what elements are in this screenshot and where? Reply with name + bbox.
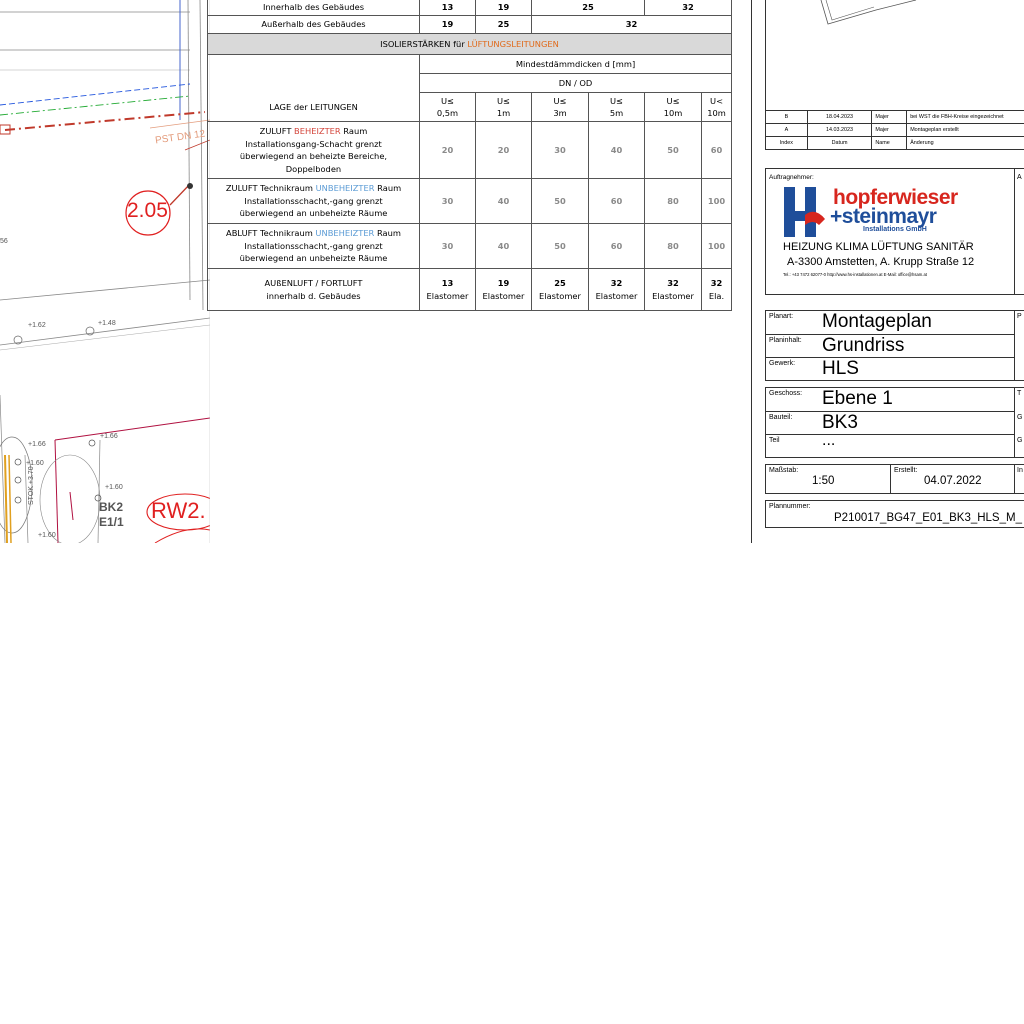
u-header: U≤ 3m [532,93,589,122]
table-cell: 30 [420,224,476,269]
table-row: B 18.04.2023 Majer bei WST die FBH-Kreise eingezeichnet [766,111,1024,124]
row-label: ZULUFT Technikraum UNBEHEIZTER Raum Installationsschacht,-gang grenzt überwiegend an unbeheizte Räume [208,179,420,224]
table-row [208,93,732,122]
sheet-border [751,0,752,543]
table-row [208,55,732,74]
dim-label: 56 [0,238,8,245]
row-label: Innerhalb des Gebäudes [208,0,420,16]
table-row [208,224,732,269]
level-label: +1.60 [26,460,44,467]
section-title: ISOLIERSTÄRKEN für LÜFTUNGSLEITUNGEN [208,34,732,55]
created-date: 04.07.2022 [924,475,982,487]
services-text: HEIZUNG KLIMA LÜFTUNG SANITÄR [783,241,974,253]
table-cell: 19 [476,0,532,16]
row-label: ABLUFT Technikraum UNBEHEIZTER Raum Installationsschacht,-gang grenzt überwiegend an unbeheizte Räume [208,224,420,269]
table-cell: 40 [589,122,645,179]
table-row: A 14.03.2023 Majer Montageplan erstellt [766,124,1024,137]
table-cell: 40 [476,179,532,224]
table-cell: 50 [532,179,589,224]
u-header: U≤ 0,5m [420,93,476,122]
table-cell: 30 [420,179,476,224]
table-cell: 60 [702,122,732,179]
key-plan-area [765,0,1024,110]
location-header: LAGE der LEITUNGEN [208,93,420,122]
key-plan-sketch [766,0,1024,110]
table-cell: 32 [645,0,732,16]
tag-bk2: BK2 [99,500,124,514]
table-cell: 32 [532,16,732,34]
logo-text-2: +steinmayr [830,205,937,228]
plan-info-box: Planart: Montageplan Planinhalt: Grundriss Gewerk: HLS P [765,310,1024,381]
table-cell: 20 [420,122,476,179]
contractor-box: Auftragnehmer: A hopferwieser +steinmayr Installations GmbH HEIZUNG KLIMA LÜFTUNG SANITÄR A-3300 Amstetten, A. Krupp Straße 12 Tel.: +43 7472 62077-0 http://www.hs-installationen.at E-Mail: office@hsam.at [765,168,1024,295]
revision-table [765,110,1024,150]
table-cell: 13 [420,0,476,16]
table-row [208,74,732,93]
table-cell: 100 [702,224,732,269]
table-cell: 50 [532,224,589,269]
table-cell: 20 [476,122,532,179]
address-text: A-3300 Amstetten, A. Krupp Straße 12 [787,256,975,268]
table-cell: 80 [645,224,702,269]
table-row [208,179,732,224]
table-cell: 19 [420,16,476,34]
table-cell: 80 [645,179,702,224]
table-row [208,122,732,179]
row-label: ZULUFT BEHEIZTER Raum Installationsgang-Schacht grenzt überwiegend an beheizte Bereiche, Doppelboden [208,122,420,179]
table-cell: 60 [589,179,645,224]
row-label: AUßENLUFT / FORTLUFT innerhalb d. Gebäudes [208,269,420,311]
table-row [208,0,732,16]
table-row [208,16,732,34]
level-label: +1.62 [28,322,46,329]
u-header: U≤ 1m [476,93,532,122]
logo-text-1: hopferwieser [833,186,958,209]
u-header: U≤ 10m [645,93,702,122]
contact-text: Tel.: +43 7472 62077-0 http://www.hs-installationen.at E-Mail: office@hsam.at [783,272,927,277]
building-part: BK3 [822,412,858,433]
min-thickness-header: Mindestdämmdicken d [mm] [420,55,732,74]
dn-od-header: DN / OD [420,74,732,93]
scale: 1:50 [812,475,835,487]
part: ... [822,432,836,449]
stock-label: STOK +3.70 [28,466,35,505]
tag-e11: E1/1 [99,515,124,529]
level-label: +1.60 [105,484,123,491]
cad-drawing[interactable] [0,0,210,543]
level-label: +1.66 [28,441,46,448]
room-number: 2.05 [127,199,168,222]
location-box: Geschoss: Ebene 1 Bauteil: BK3 Teil ... T G G [765,387,1024,458]
logo-text-3: Installations GmbH [863,226,927,233]
table-row [208,269,732,311]
u-header: U≤ 5m [589,93,645,122]
table-cell: 25 [476,16,532,34]
level-label: +1.48 [98,320,116,327]
section-header [208,34,732,55]
table-cell: 25 Elastomer [532,269,589,311]
plan-content: Grundriss [822,335,905,356]
table-cell: 25 [532,0,645,16]
table-cell: 32 Ela. [702,269,732,311]
contractor-label: Auftragnehmer: [769,174,814,181]
company-logo-icon [781,187,831,237]
level-label: +1.66 [100,433,118,440]
table-cell: 60 [589,224,645,269]
floor-level: Ebene 1 [822,388,893,409]
level-label: +1.60 [38,532,56,539]
insulation-table [207,0,732,311]
table-cell: 50 [645,122,702,179]
row-label: Außerhalb des Gebäudes [208,16,420,34]
table-cell: 40 [476,224,532,269]
room-label-rw: RW2. [151,498,206,523]
plan-number-box: Plannummer: P210017_BG47_E01_BK3_HLS_M_ [765,500,1024,528]
plan-number: P210017_BG47_E01_BK3_HLS_M_ [834,512,1022,524]
pst-label: PST DN 12 [154,128,206,147]
table-cell: 32 Elastomer [645,269,702,311]
table-cell: 19 Elastomer [476,269,532,311]
scale-date-box: Maßstab: 1:50 Erstellt: 04.07.2022 In [765,464,1024,494]
table-cell: 13 Elastomer [420,269,476,311]
table-cell: 32 Elastomer [589,269,645,311]
table-cell: 30 [532,122,589,179]
table-cell: 100 [702,179,732,224]
trade: HLS [822,358,859,379]
u-header: U< 10m [702,93,732,122]
table-row: Index Datum Name Änderung [766,137,1024,150]
plan-type: Montageplan [822,311,932,332]
